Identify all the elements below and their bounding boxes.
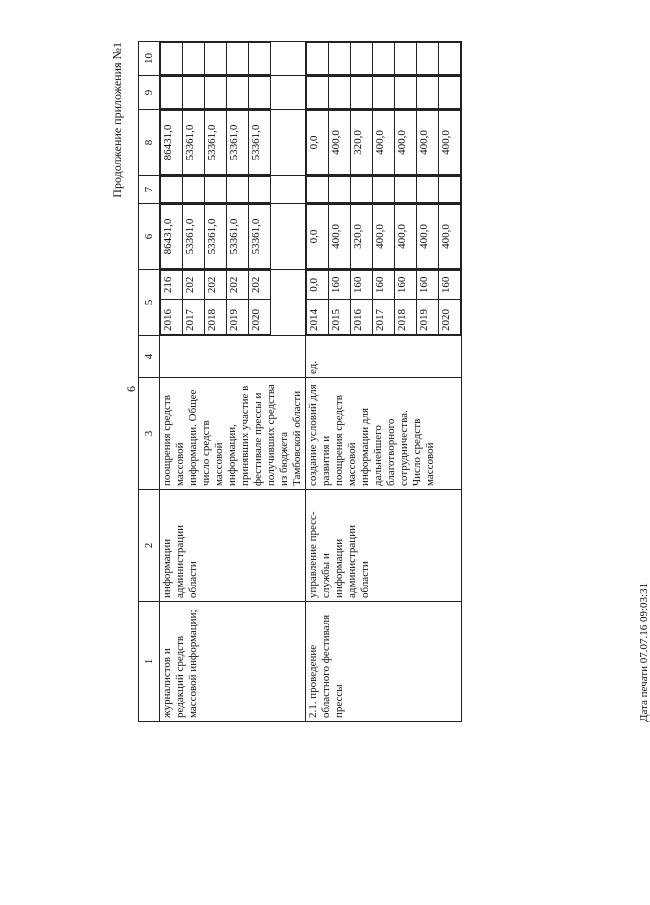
row1-measure: журналистов и редакций средств массовой информации; [160, 602, 306, 722]
empty-cell [395, 77, 417, 109]
row2-col6 [306, 204, 462, 270]
empty-cell [373, 177, 395, 203]
empty-cell [249, 77, 271, 109]
empty-cell [249, 177, 271, 203]
value-cell: 400,0 [395, 205, 417, 269]
value-cell: 400,0 [439, 111, 461, 175]
year-cell: 2020 [249, 299, 271, 334]
empty-cell [205, 177, 227, 203]
empty-cell [373, 77, 395, 109]
row1-col8-subtable [160, 110, 271, 175]
rotated-table-area [110, 42, 650, 722]
row2-year-subtable [306, 270, 461, 335]
empty-cell [307, 43, 329, 75]
value-cell: 160 [395, 271, 417, 300]
row2-col7-subtable [306, 176, 461, 203]
col-header-9: 9 [139, 76, 160, 110]
empty-cell [249, 43, 271, 75]
empty-cell [307, 177, 329, 203]
row1-col9 [160, 76, 306, 110]
value-cell: 202 [249, 271, 271, 300]
value-cell: 86431,0 [161, 205, 183, 269]
value-cell: 400,0 [329, 205, 351, 269]
empty-cell [417, 43, 439, 75]
value-cell: 0,0 [307, 205, 329, 269]
value-cell: 160 [439, 271, 461, 300]
empty-cell [205, 77, 227, 109]
empty-cell [417, 177, 439, 203]
row1-unit [160, 336, 306, 378]
col-header-8: 8 [139, 110, 160, 176]
empty-cell [439, 177, 461, 203]
value-cell: 160 [329, 271, 351, 300]
empty-cell [183, 43, 205, 75]
value-cell: 53361,0 [249, 111, 271, 175]
row2-col10-subtable [306, 42, 461, 75]
page-number: 6 [124, 386, 138, 392]
year-cell: 2014 [307, 299, 329, 334]
print-date: Дата печати 07.07.16 09:03:31 [638, 582, 650, 722]
year-cell: 2017 [373, 299, 395, 334]
col-header-3: 3 [139, 378, 160, 490]
col-header-10: 10 [139, 42, 160, 76]
row1-col10-subtable [160, 42, 271, 75]
empty-cell [227, 177, 249, 203]
value-cell: 0,0 [307, 111, 329, 175]
appendix-table [138, 41, 462, 722]
table-row [306, 42, 462, 722]
empty-cell [439, 43, 461, 75]
value-cell: 400,0 [395, 111, 417, 175]
year-cell: 2017 [183, 299, 205, 334]
empty-cell [227, 77, 249, 109]
empty-cell [329, 177, 351, 203]
row1-col6-subtable [160, 204, 271, 269]
value-cell: 400,0 [329, 111, 351, 175]
value-cell: 202 [205, 271, 227, 300]
row2-col7 [306, 176, 462, 204]
row1-col7-subtable [160, 176, 271, 203]
row1-indicator: поощрения средств массовой информации. Общее число средств массовой информации, принявших участие в фестивале прессы и получивших средства из бюджета Тамбовской области [160, 378, 306, 490]
row2-indicator: создание условий для развития и поощрения средств массовой информации для дальнейшего благотворного сотрудничества. Число средств массовой [306, 378, 462, 490]
row2-col8-subtable [306, 110, 461, 175]
row1-col10 [160, 42, 306, 76]
empty-cell [417, 77, 439, 109]
value-cell: 53361,0 [183, 205, 205, 269]
value-cell: 160 [373, 271, 395, 300]
value-cell: 53361,0 [205, 205, 227, 269]
value-cell: 160 [351, 271, 373, 300]
empty-cell [205, 43, 227, 75]
value-cell: 320,0 [351, 111, 373, 175]
continuation-title: Продолжение приложения №1 [110, 42, 124, 198]
row1-executor: информации администрации области [160, 490, 306, 602]
value-cell: 86431,0 [161, 111, 183, 175]
column-number-row [139, 42, 160, 722]
value-cell: 53361,0 [183, 111, 205, 175]
value-cell: 53361,0 [227, 205, 249, 269]
empty-cell [329, 77, 351, 109]
value-cell: 202 [183, 271, 205, 300]
col-header-4: 4 [139, 336, 160, 378]
col-header-2: 2 [139, 490, 160, 602]
year-cell: 2019 [227, 299, 249, 334]
col-header-6: 6 [139, 204, 160, 270]
row1-year-subtable [160, 270, 271, 335]
empty-cell [351, 177, 373, 203]
empty-cell [161, 77, 183, 109]
value-cell: 400,0 [417, 111, 439, 175]
year-cell: 2016 [351, 299, 373, 334]
value-cell: 400,0 [373, 111, 395, 175]
empty-cell [395, 43, 417, 75]
year-cell: 2018 [205, 299, 227, 334]
row1-col9-subtable [160, 76, 271, 109]
row2-measure: 2.1. проведение областного фестиваля прессы [306, 602, 462, 722]
value-cell: 53361,0 [249, 205, 271, 269]
col-header-1: 1 [139, 602, 160, 722]
row2-unit: ед. [306, 336, 462, 378]
empty-cell [183, 77, 205, 109]
value-cell: 53361,0 [205, 111, 227, 175]
row2-col6-subtable [306, 204, 461, 269]
row2-col10 [306, 42, 462, 76]
row1-col8 [160, 110, 306, 176]
empty-cell [329, 43, 351, 75]
row1-years-values [160, 270, 306, 336]
empty-cell [351, 43, 373, 75]
empty-cell [161, 43, 183, 75]
value-cell: 202 [227, 271, 249, 300]
value-cell: 160 [417, 271, 439, 300]
row2-years-values [306, 270, 462, 336]
value-cell: 216 [161, 271, 183, 300]
empty-cell [227, 43, 249, 75]
row1-col7 [160, 176, 306, 204]
year-cell: 2020 [439, 299, 461, 334]
empty-cell [183, 177, 205, 203]
value-cell: 320,0 [351, 205, 373, 269]
year-cell: 2018 [395, 299, 417, 334]
empty-cell [395, 177, 417, 203]
empty-cell [161, 177, 183, 203]
value-cell: 0,0 [307, 271, 329, 300]
empty-cell [439, 77, 461, 109]
empty-cell [307, 77, 329, 109]
col-header-5: 5 [139, 270, 160, 336]
row2-col9 [306, 76, 462, 110]
table-row [160, 42, 306, 722]
value-cell: 400,0 [439, 205, 461, 269]
row2-col8 [306, 110, 462, 176]
value-cell: 400,0 [417, 205, 439, 269]
year-cell: 2019 [417, 299, 439, 334]
empty-cell [351, 77, 373, 109]
empty-cell [373, 43, 395, 75]
row1-col6 [160, 204, 306, 270]
value-cell: 53361,0 [227, 111, 249, 175]
year-cell: 2016 [161, 299, 183, 334]
value-cell: 400,0 [373, 205, 395, 269]
col-header-7: 7 [139, 176, 160, 204]
year-cell: 2015 [329, 299, 351, 334]
row2-executor: управление пресс-службы и информации администрации области [306, 490, 462, 602]
row2-col9-subtable [306, 76, 461, 109]
